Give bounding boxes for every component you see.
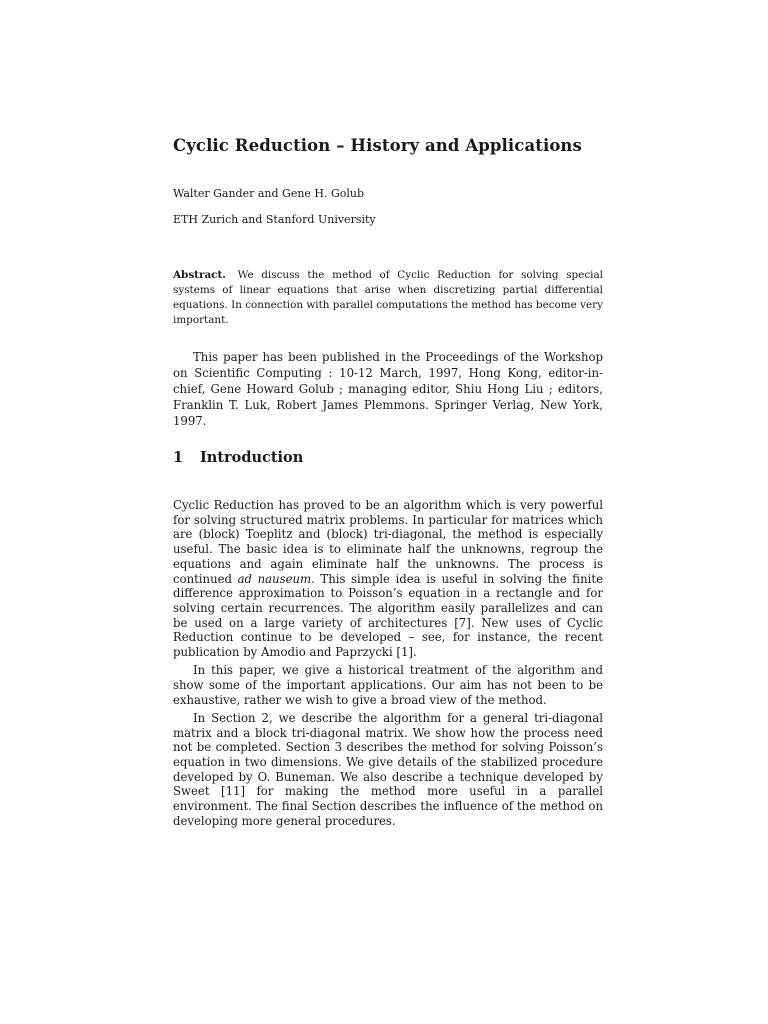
introduction-body bbox=[173, 498, 603, 832]
paragraph-3: In Section 2, we describe the algorithm for a general tri-diagonal matrix and a block tri-diagonal matrix. We show how the process need not be completed. Section 3 describes the method for solving Poisson’s equation in two dimensions. We give details of the stabilized procedure developed by O. Buneman. We also describe a technique developed by Sweet [11] for making the method more useful in a parallel environment. The final Section describes the influence of the method on developing more general procedures. bbox=[173, 710, 603, 828]
abstract bbox=[173, 268, 603, 328]
paper-title: Cyclic Reduction – History and Applications bbox=[173, 136, 582, 155]
publication-note: This paper has been published in the Proceedings of the Workshop on Scientific Computing : 10-12 March, 1997, Hong Kong, editor-in-chief, Gene Howard Golub ; managing editor, Shiu Hong Liu ; editors, Franklin T. Luk, Robert James Plemmons. Springer Verlag, New York, 1997. bbox=[173, 350, 603, 428]
section-heading bbox=[173, 449, 303, 466]
paragraph-1 bbox=[173, 498, 603, 660]
abstract-text: We discuss the method of Cyclic Reduction for solving special systems of linear equations that arise when discretizing partial differential equations. In connection with parallel computations the method has become very important. bbox=[173, 269, 603, 326]
section-number: 1 bbox=[173, 449, 184, 466]
section-title: Introduction bbox=[200, 449, 304, 466]
paper-authors: Walter Gander and Gene H. Golub bbox=[173, 187, 365, 200]
paragraph-1-start: Cyclic Reduction has proved to be an algorithm which is very powerful for solving structured matrix problems. In particular for matrices which are (block) Toeplitz and (block) tri-diagonal, the method is especially useful. The basic idea is to eliminate half the unknowns, regroup the equations and again eliminate half the unknowns. The process is continued bbox=[173, 498, 603, 586]
paragraph-1-end: . This simple idea is useful in solving the finite difference approximation to Poisson’s equation in a rectangle and for solving certain recurrences. The algorithm easily parallelizes and can be used on a large variety of architectures [7]. New uses of Cyclic Reduction continue to be developed – see, for instance, the recent publication by Amodio and Paprzycki [1]. bbox=[173, 571, 603, 660]
abstract-label: Abstract. bbox=[173, 269, 226, 281]
paragraph-2: In this paper, we give a historical treatment of the algorithm and show some of the important applications. Our aim has not been to be exhaustive, rather we wish to give a broad view of the method. bbox=[173, 663, 603, 707]
paragraph-1-italic: ad nauseum bbox=[237, 571, 312, 586]
paper-affiliation: ETH Zurich and Stanford University bbox=[173, 213, 376, 226]
